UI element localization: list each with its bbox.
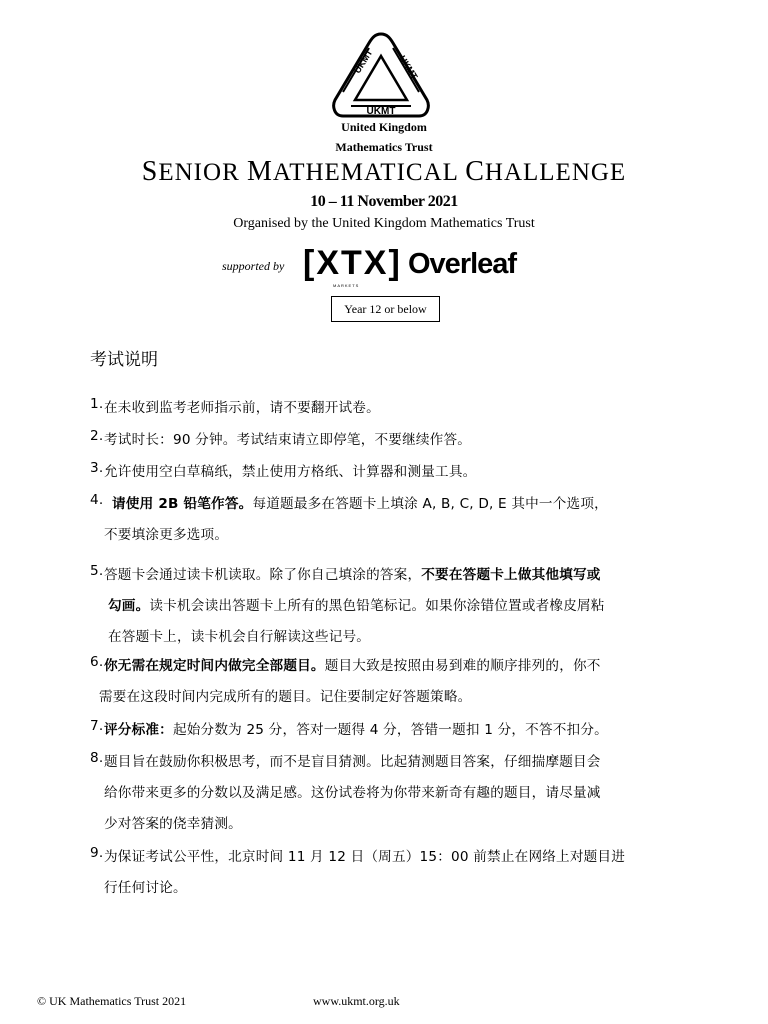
- rule-text: 考试时长：90 分钟。考试结束请立即停笔，不要继续作答。: [104, 432, 472, 448]
- rule-text: 题目旨在鼓励你积极思考，而不是盲目猜测。比起猜测题目答案，仔细揣摩题目会: [104, 754, 601, 770]
- rule-number: 9.: [90, 845, 104, 861]
- footer-website: www.ukmt.org.uk: [313, 994, 400, 1008]
- rule-text: 少对答案的侥幸猜测。: [104, 816, 242, 832]
- xtx-logo-subtext: MARKETS: [333, 283, 360, 288]
- title-cap-s: S: [141, 156, 159, 187]
- rule-text-line: [108, 594, 605, 614]
- page-title: [0, 156, 768, 188]
- year-group-box: Year 12 or below: [331, 296, 440, 322]
- org-name-line2: Mathematics Trust: [335, 140, 433, 154]
- title-rest-1: ENIOR: [158, 159, 247, 186]
- rule-text: 起始分数为 25 分，答对一题得 4 分，答错一题扣 1 分，不答不扣分。: [172, 722, 608, 738]
- rule-text-line: [104, 876, 187, 896]
- supported-by-label: supported by: [222, 259, 285, 273]
- rule-number: 7.: [90, 718, 104, 734]
- rule-number: 6.: [90, 654, 104, 670]
- rule-text-bold: 不要在答题卡上做其他填写或: [421, 567, 601, 583]
- rule-text-line: [104, 563, 601, 583]
- rule-text-line: [104, 396, 380, 416]
- rule-text: 行任何讨论。: [104, 880, 187, 896]
- rule-text-line: [104, 654, 601, 674]
- rule-text-bold: 你无需在规定时间内做完全部题目。: [104, 658, 325, 674]
- rule-text: 每道题最多在答题卡上填涂 A, B, C, D, E 其中一个选项，: [252, 496, 608, 512]
- instructions-heading: 考试说明: [90, 350, 158, 370]
- ukmt-logo: [329, 30, 433, 120]
- organised-by: Organised by the United Kingdom Mathematics Trust: [233, 216, 535, 231]
- rule-number: 8.: [90, 750, 104, 766]
- rule-text-line: [104, 523, 228, 543]
- rule-text: 题目大致是按照由易到难的顺序排列的，你不: [324, 658, 601, 674]
- rule-text-bold: 勾画。: [108, 598, 150, 614]
- rule-text: 在未收到监考老师指示前，请不要翻开试卷。: [104, 400, 380, 416]
- rule-text: 在答题卡上，读卡机会自行解读这些记号。: [108, 629, 371, 645]
- rule-text-line: [104, 460, 476, 480]
- rule-text-line: [112, 492, 608, 512]
- title-rest-3: HALLENGE: [484, 159, 627, 186]
- rule-text-bold: 评分标准：: [104, 722, 173, 738]
- rule-text-line: [104, 718, 608, 738]
- ukmt-logo-icon: [329, 30, 433, 120]
- org-name-line1: United Kingdom: [341, 120, 427, 134]
- rule-text: 读卡机会读出答题卡上所有的黑色铅笔标记。如果你涂错位置或者橡皮屑粘: [149, 598, 605, 614]
- logo-text-right: UKMT: [397, 53, 420, 82]
- rule-text: 允许使用空白草稿纸，禁止使用方格纸、计算器和测量工具。: [104, 464, 477, 480]
- rule-text-line: [99, 685, 471, 705]
- footer-copyright: © UK Mathematics Trust 2021: [37, 994, 187, 1008]
- rule-number: 3.: [90, 460, 104, 476]
- exam-dates: 10 – 11 November 2021: [310, 193, 458, 210]
- overleaf-logo: Overleaf: [408, 248, 517, 280]
- rule-text: 答题卡会通过读卡机读取。除了你自己填涂的答案，: [104, 567, 422, 583]
- title-rest-2: ATHEMATICAL: [272, 159, 466, 186]
- rule-text: 给你带来更多的分数以及满足感。这份试卷将为你带来新奇有趣的题目，请尽量减: [104, 785, 601, 801]
- logo-text-bottom: UKMT: [366, 106, 396, 117]
- rule-text-line: [104, 750, 601, 770]
- rule-number: 4.: [90, 492, 104, 508]
- rule-text: 需要在这段时间内完成所有的题目。记住要制定好答题策略。: [99, 689, 472, 705]
- rule-text-line: [104, 812, 242, 832]
- title-cap-c: C: [465, 156, 485, 187]
- rule-text: 不要填涂更多选项。: [104, 527, 229, 543]
- rule-text-bold: 请使用 2B 铅笔作答。: [112, 496, 253, 512]
- rule-number: 2.: [90, 428, 104, 444]
- rule-text-line: [104, 845, 625, 865]
- rule-number: 1.: [90, 396, 104, 412]
- title-cap-m: M: [247, 156, 273, 187]
- rule-text-line: [104, 428, 471, 448]
- xtx-logo: [XTX]: [303, 244, 402, 282]
- rule-text-line: [104, 781, 601, 801]
- logo-text-left: UKMT: [352, 47, 375, 76]
- rule-text-line: [108, 625, 370, 645]
- rule-number: 5.: [90, 563, 104, 579]
- rule-text: 为保证考试公平性，北京时间 11 月 12 日（周五）15：00 前禁止在网络上对题目进: [104, 849, 625, 865]
